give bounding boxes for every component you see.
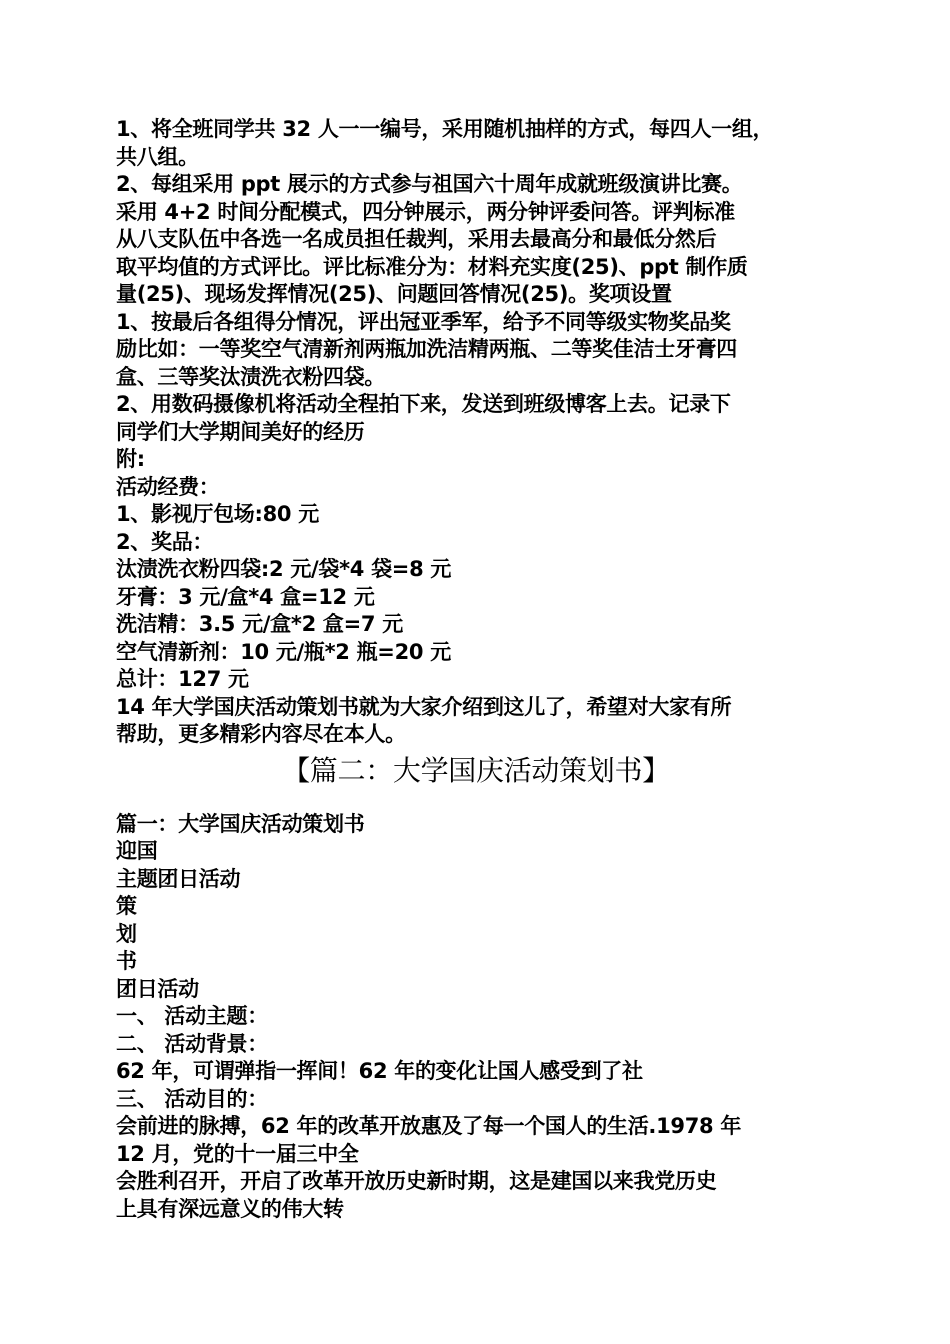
- text-line: 采用 4+2 时间分配模式，四分钟展示，两分钟评委问答。评判标准: [116, 199, 735, 224]
- text-line: 12 月，党的十一届三中全: [116, 1141, 359, 1166]
- text-line: 励比如：一等奖空气清新剂两瓶加洗洁精两瓶、二等奖佳洁士牙膏四: [116, 337, 737, 361]
- text-line: 活动经费：: [116, 474, 220, 499]
- text-line: 篇一：大学国庆活动策划书: [116, 811, 365, 836]
- text-line: 团日活动: [116, 976, 199, 1001]
- section-heading: 【篇二：大学国庆活动策划书】: [282, 753, 670, 787]
- text-line: 2、每组采用 ppt 展示的方式参与祖国六十周年成就班级演讲比赛。: [116, 172, 743, 196]
- text-line: 62 年，可谓弹指一挥间！62 年的变化让国人感受到了社: [116, 1059, 643, 1083]
- text-line: 策: [116, 894, 137, 918]
- text-line: 洗洁精：3.5 元/盒*2 盒=7 元: [116, 612, 403, 636]
- text-line: 划: [116, 921, 137, 946]
- text-line: 2、用数码摄像机将活动全程拍下来，发送到班级博客上去。记录下: [116, 392, 731, 416]
- text-line: 共八组。: [116, 144, 199, 169]
- text-line: 1、按最后各组得分情况，评出冠亚季军，给予不同等级实物奖品奖: [116, 309, 731, 334]
- text-line: 主题团日活动: [116, 866, 241, 891]
- text-line: 会胜利召开，开启了改革开放历史新时期，这是建国以来我党历史: [116, 1169, 717, 1193]
- text-line: 牙膏：3 元/盒*4 盒=12 元: [116, 584, 375, 609]
- text-line: 1、影视厅包场:80 元: [116, 502, 319, 526]
- text-line: 会前进的脉搏，62 年的改革开放惠及了每一个国人的生活.1978 年: [116, 1114, 742, 1138]
- text-line: 空气清新剂：10 元/瓶*2 瓶=20 元: [116, 639, 451, 664]
- text-line: 同学们大学期间美好的经历: [116, 419, 365, 444]
- text-line: 盒、三等奖汰渍洗衣粉四袋。: [116, 364, 386, 389]
- text-line: 三、 活动目的：: [116, 1086, 268, 1111]
- text-line: 帮助，更多精彩内容尽在本人。: [116, 722, 406, 746]
- text-line: 2、奖品：: [116, 529, 214, 554]
- text-line: 书: [116, 949, 137, 973]
- text-line: 汰渍洗衣粉四袋:2 元/袋*4 袋=8 元: [116, 557, 452, 581]
- text-line: 迎国: [116, 839, 158, 863]
- text-line: 从八支队伍中各选一名成员担任裁判，采用去最高分和最低分然后: [116, 227, 717, 251]
- text-line: 量(25)、现场发挥情况(25)、问题回答情况(25)。奖项设置: [116, 282, 672, 306]
- text-line: 附:: [116, 447, 145, 471]
- text-line: 14 年大学国庆活动策划书就为大家介绍到这儿了，希望对大家有所: [116, 694, 732, 719]
- text-line: 二、 活动背景：: [116, 1031, 268, 1056]
- text-line: 1、将全班同学共 32 人一一编号，采用随机抽样的方式，每四人一组，: [116, 117, 774, 141]
- text-line: 一、 活动主题：: [116, 1004, 268, 1028]
- text-line: 总计：127 元: [116, 667, 249, 691]
- text-line: 上具有深远意义的伟大转: [116, 1196, 344, 1221]
- text-line: 取平均值的方式评比。评比标准分为：材料充实度(25)、ppt 制作质: [116, 254, 748, 279]
- document-body: [116, 116, 836, 1223]
